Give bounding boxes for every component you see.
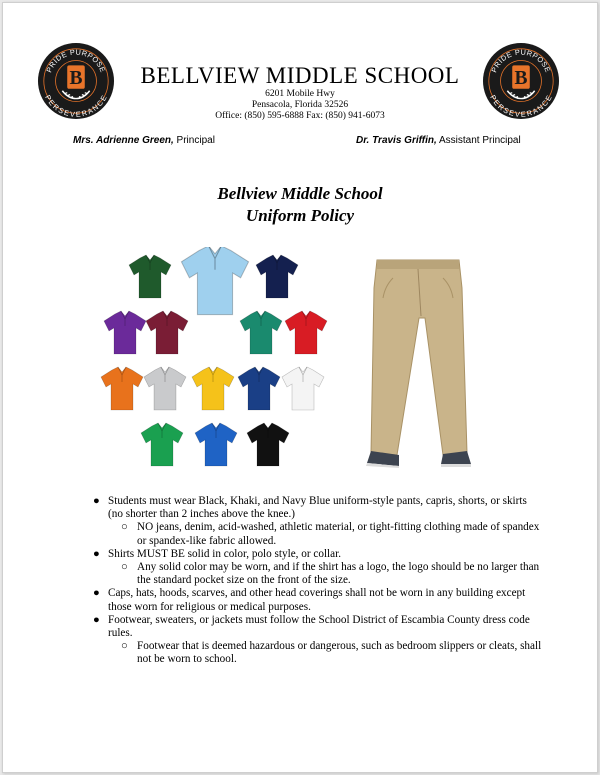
school-name: BELLVIEW MIDDLE SCHOOL [140, 63, 460, 88]
seal-bottom-text: PERSEVERANCE [43, 93, 109, 119]
assistant-principal-title: Assistant Principal [436, 135, 521, 146]
rule-subitem: ○ Footwear that is deemed hazardous or dangerous, such as bedroom slippers or cleats, shall not be worn to school. [121, 640, 542, 666]
polo-shirt [101, 367, 143, 410]
rule-item: ● Students must wear Black, Khaki, and Navy Blue uniform-style pants, capris, shorts, or skirts (no shorter than 2 inches above the knee.) [93, 495, 527, 521]
polo-shirts-image [95, 247, 335, 477]
rule-subtext: Any solid color may be worn, and if the shirt has a logo, the logo should be no larger than the standard pocket size on the front of the size. [137, 561, 540, 587]
polo-shirt [192, 367, 234, 410]
polo-shirt [285, 311, 327, 354]
rule-item: ● Caps, hats, hoods, scarves, and other head coverings shall not be worn in any building except those worn for religious or medical purposes. [93, 587, 526, 613]
rule-subtext: NO jeans, denim, acid-washed, athletic material, or tight-fitting clothing made of spandex or spandex-like fabric allowed. [137, 521, 540, 547]
assistant-principal-name: Dr. Travis Griffin, [356, 135, 437, 146]
polo-shirt [238, 367, 280, 410]
polo-shirt [247, 423, 289, 466]
principal-line [73, 135, 215, 146]
rule-subtext: Footwear that is deemed hazardous or dangerous, such as bedroom slippers or cleats, shall not be worn to school. [137, 640, 542, 666]
polo-shirt [181, 247, 248, 315]
rule-text: Shirts MUST BE solid in color, polo style, or collar. [108, 547, 342, 560]
seal-top-text: PRIDE PURPOSE [44, 47, 108, 74]
document-title-line2: Uniform Policy [245, 206, 355, 225]
seal-top-text: PRIDE PURPOSE [489, 47, 553, 74]
uniform-rules-list [93, 495, 543, 667]
polo-shirt [129, 255, 171, 298]
principal-title: Principal [173, 135, 215, 146]
polo-shirt [141, 423, 183, 466]
polo-shirt [144, 367, 186, 410]
rule-text: Footwear, sweaters, or jackets must follow the School District of Escambia County dress code rules. [108, 613, 530, 640]
seal-bottom-text: PERSEVERANCE [488, 93, 554, 119]
khaki-pants-image [363, 258, 473, 473]
seal-letter: B [69, 67, 83, 89]
polo-shirt [146, 311, 188, 354]
assistant-principal-line [356, 135, 521, 146]
polo-shirt [282, 367, 324, 410]
rule-item: ● Footwear, sweaters, or jackets must follow the School District of Escambia County dress code rules. [93, 613, 530, 640]
seal-letter: B [514, 67, 528, 89]
phone-fax-line: Office: (850) 595-6888 Fax: (850) 941-6073 [215, 111, 385, 121]
rule-subitem: ○ NO jeans, denim, acid-washed, athletic material, or tight-fitting clothing made of spandex or spandex-like fabric allowed. [121, 521, 540, 547]
principal-name: Mrs. Adrienne Green, [73, 135, 174, 146]
rule-text: Caps, hats, hoods, scarves, and other head coverings shall not be worn in any building except those worn for religious or medical purposes. [108, 587, 526, 613]
polo-shirt [256, 255, 298, 298]
address-line: 6201 Mobile Hwy [265, 89, 335, 99]
rule-item: ● Shirts MUST BE solid in color, polo style, or collar. [93, 547, 342, 560]
polo-shirt [240, 311, 282, 354]
polo-shirt [104, 311, 146, 354]
document-title-line1: Bellview Middle School [217, 184, 383, 203]
rule-subitem: ○ Any solid color may be worn, and if the shirt has a logo, the logo should be no larger than the standard pocket size on the front of the size. [121, 561, 540, 587]
polo-shirt [195, 423, 237, 466]
rule-text: Students must wear Black, Khaki, and Navy Blue uniform-style pants, capris, shorts, or skirts (no shorter than 2 inches above the knee.) [108, 495, 527, 521]
city-line: Pensacola, Florida 32526 [251, 100, 349, 110]
document-page [2, 2, 598, 773]
